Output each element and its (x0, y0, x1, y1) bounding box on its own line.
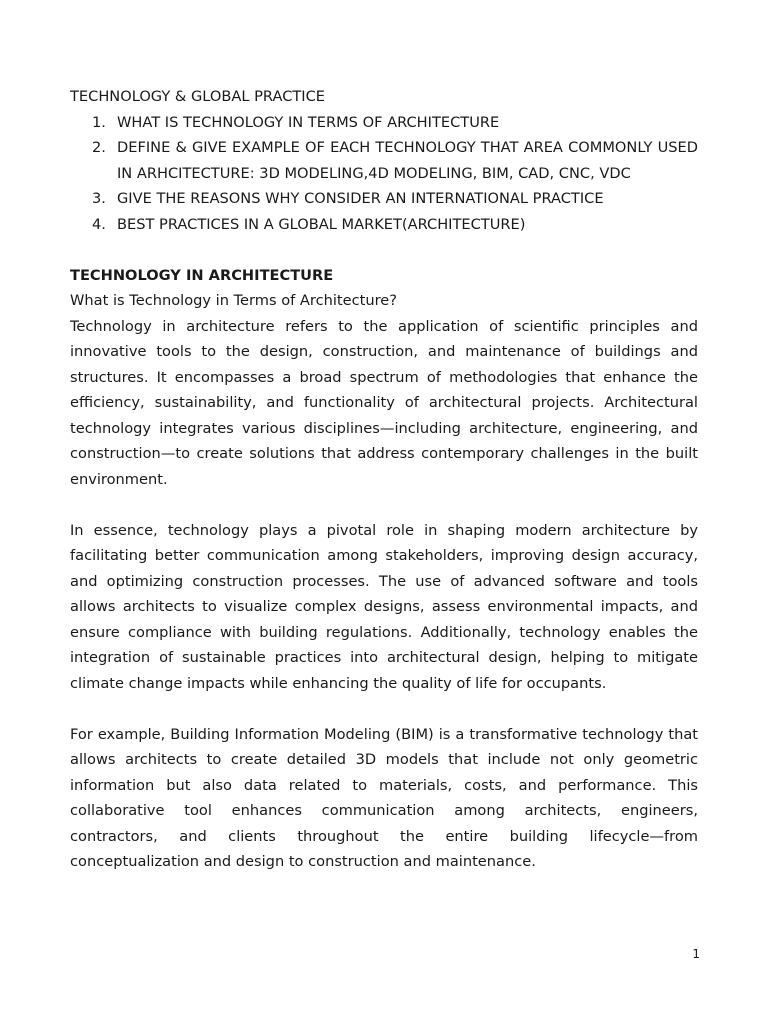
section-heading: TECHNOLOGY IN ARCHITECTURE (70, 266, 334, 284)
outline-text: WHAT IS TECHNOLOGY IN TERMS OF ARCHITECTURE (117, 113, 500, 131)
body-paragraph: In essence, technology plays a pivotal role in shaping modern architecture by facilitating better communication among stakeholders, improving design accuracy, and optimizing construction processes. The use of advanced software and tools allows architects to visualize complex designs, assess environmental impacts, and ensure compliance with building regulations. Additionally, technology enables the integration of sustainable practices into architectural design, helping to mitigate climate change impacts while enhancing the quality of life for occupants. (70, 521, 698, 692)
outline-item (70, 110, 698, 136)
outline-number: 4. (92, 215, 106, 233)
outline-number: 3. (92, 190, 106, 207)
outline-text: DEFINE & GIVE EXAMPLE OF EACH TECHNOLOGY THAT AREA COMMONLY USED IN ARHCITECTURE: 3D MODELING,4D MODELING, BIM, CAD, CNC, VDC (117, 139, 698, 182)
document-title: TECHNOLOGY & GLOBAL PRACTICE (70, 88, 326, 105)
outline-text: BEST PRACTICES IN A GLOBAL MARKET(ARCHITECTURE) (117, 215, 526, 233)
outline-item (70, 135, 698, 186)
outline-number: 1. (92, 113, 106, 131)
page-number: 1 (692, 947, 700, 961)
outline-text: GIVE THE REASONS WHY CONSIDER AN INTERNATIONAL PRACTICE (117, 190, 604, 207)
outline-list (70, 110, 698, 238)
outline-item (70, 212, 698, 238)
page-content (70, 84, 698, 875)
outline-number: 2. (92, 139, 106, 156)
section-subheading: What is Technology in Terms of Architecture? (70, 292, 398, 309)
body-paragraph: Technology in architecture refers to the application of scientific principles and innovative tools to the design, construction, and maintenance of buildings and structures. It encompasses a broad spectrum of methodologies that enhance the efficiency, sustainability, and functionality of architectural projects. Architectural technology integrates various disciplines—including architecture, engineering, and construction—to create solutions that address contemporary challenges in the built environment. (70, 317, 698, 488)
blank-line (70, 696, 698, 722)
blank-line (70, 492, 698, 518)
body-paragraph: For example, Building Information Modeling (BIM) is a transformative technology that allows architects to create detailed 3D models that include not only geometric information but also data related to materials, costs, and performance. This collaborative tool enhances communication among architects, engineers, contractors, and clients throughout the entire building lifecycle—from conceptualization and design to construction and maintenance. (70, 725, 698, 870)
outline-item (70, 186, 698, 212)
blank-line (70, 237, 698, 263)
